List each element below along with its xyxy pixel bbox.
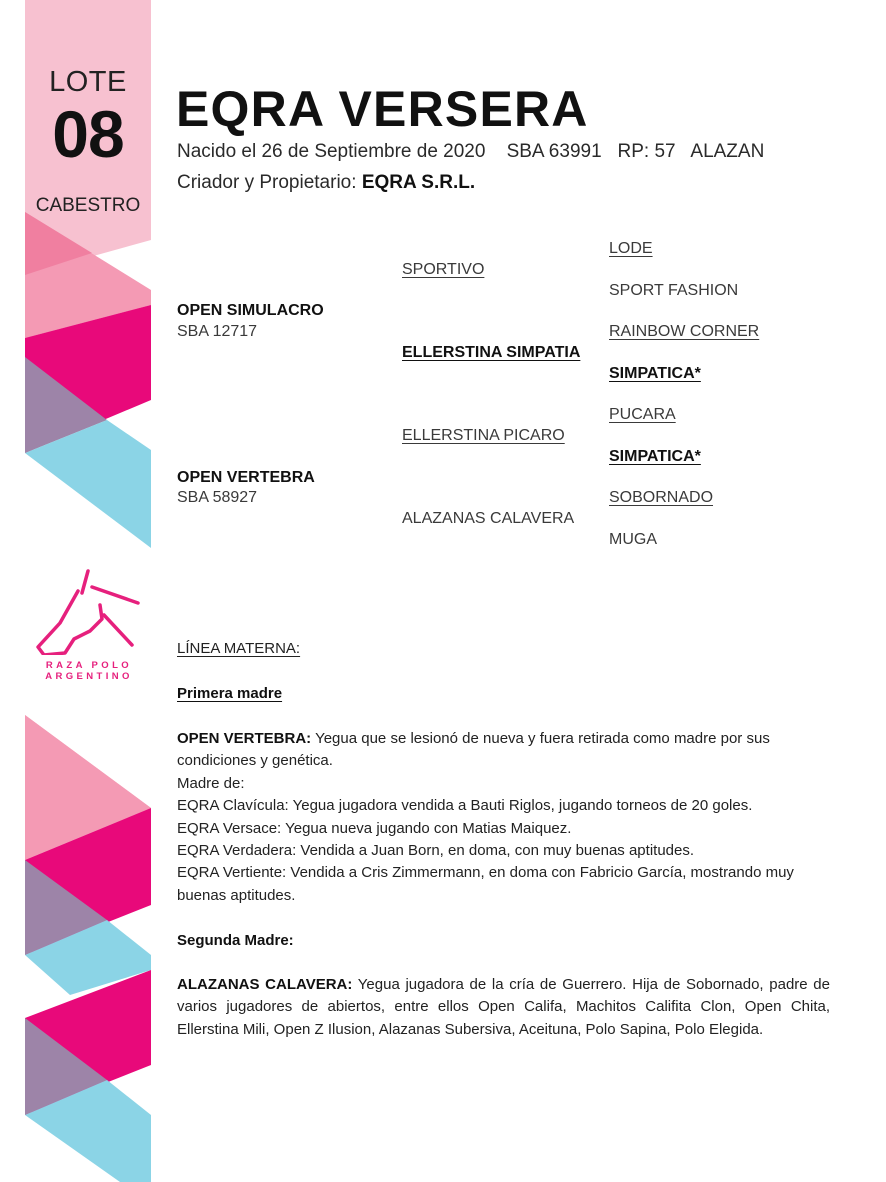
maternal-line-heading: LÍNEA MATERNA: [177, 640, 301, 657]
horse-info-line [177, 141, 764, 163]
dam-sba: SBA 58927 [177, 489, 258, 506]
coat-color: ALAZAN [690, 141, 765, 162]
logo-line1: RAZA POLO [45, 660, 133, 671]
first-dam-heading [177, 683, 830, 705]
second-dam-desc: Yegua jugadora de la cría de Guerrero. Hija de Sobornado, padre de varios jugadores de abiertos, entre ellos Open Califa, Machitos Califita Clon, Open Chita, Ellerstina Mili, Open Z Ilusion, Alazanas Subersiva, Aceituna, Polo Sapina, Polo Elegida. [177, 976, 830, 1038]
great-grandparent-link[interactable]: SOBORNADO [609, 489, 714, 506]
birth-date: Nacido el 26 de Septiembre de 2020 [177, 141, 486, 162]
offspring-item: EQRA Versace: Yegua nueva jugando con Matias Maiquez. [177, 819, 572, 837]
sire-sba: SBA 12717 [177, 323, 258, 340]
great-grandparent-name: SPORT FASHION [609, 282, 739, 299]
grandparent-link[interactable]: ELLERSTINA PICARO [402, 427, 565, 444]
lote-category: CABESTRO [35, 195, 141, 216]
second-dam-paragraph [177, 974, 830, 1041]
owner-name: EQRA S.R.L. [361, 172, 476, 193]
offspring-item: EQRA Verdadera: Vendida a Juan Born, en doma, con muy buenas aptitudes. [177, 842, 695, 860]
grandparent-name: ALAZANAS CALAVERA [402, 510, 575, 527]
great-grandparent-link[interactable]: LODE [609, 240, 653, 257]
great-grandparent-name: MUGA [609, 531, 657, 548]
owner-label: Criador y Propietario: [177, 172, 357, 193]
dam-name: OPEN VERTEBRA [177, 469, 315, 486]
owner-line [177, 172, 475, 194]
first-dam-heading-text: Primera madre [177, 685, 283, 702]
great-grandparent-link[interactable]: RAINBOW CORNER [609, 323, 760, 340]
horse-head-icon [30, 563, 148, 655]
raza-polo-logo [30, 563, 148, 682]
great-grandparent-link[interactable]: SIMPATICA* [609, 365, 701, 382]
lote-label: LOTE [49, 66, 127, 98]
lote-number: 08 [52, 97, 124, 171]
sire-name: OPEN SIMULACRO [177, 302, 324, 319]
great-grandparent-link[interactable]: SIMPATICA* [609, 448, 701, 465]
second-dam-name: ALAZANAS CALAVERA: [177, 976, 353, 993]
lote-badge [25, 0, 151, 230]
first-dam-desc: Yegua que se lesionó de nueva y fuera retirada como madre por sus condiciones y genética. [177, 730, 770, 770]
offspring-item: EQRA Vertiente: Vendida a Cris Zimmermann, en doma con Fabricio García, mostrando muy buenas aptitudes. [177, 864, 794, 904]
madre-de-label: Madre de: [177, 774, 245, 792]
offspring-item: EQRA Clavícula: Yegua jugadora vendida a Bauti Riglos, jugando torneos de 20 goles. [177, 797, 753, 815]
grandparent-link[interactable]: SPORTIVO [402, 261, 485, 278]
sba-number: SBA 63991 [506, 141, 602, 162]
first-dam-paragraph [177, 728, 830, 773]
second-dam-heading: Segunda Madre: [177, 932, 294, 949]
rp-number: RP: 57 [617, 141, 676, 162]
first-dam-section [177, 728, 830, 907]
grandparent-link[interactable]: ELLERSTINA SIMPATIA [402, 344, 581, 361]
first-dam-name: OPEN VERTEBRA: [177, 730, 312, 747]
logo-line2: ARGENTINO [45, 671, 133, 682]
horse-name: EQRA VERSERA [176, 81, 589, 137]
great-grandparent-link[interactable]: PUCARA [609, 406, 676, 423]
